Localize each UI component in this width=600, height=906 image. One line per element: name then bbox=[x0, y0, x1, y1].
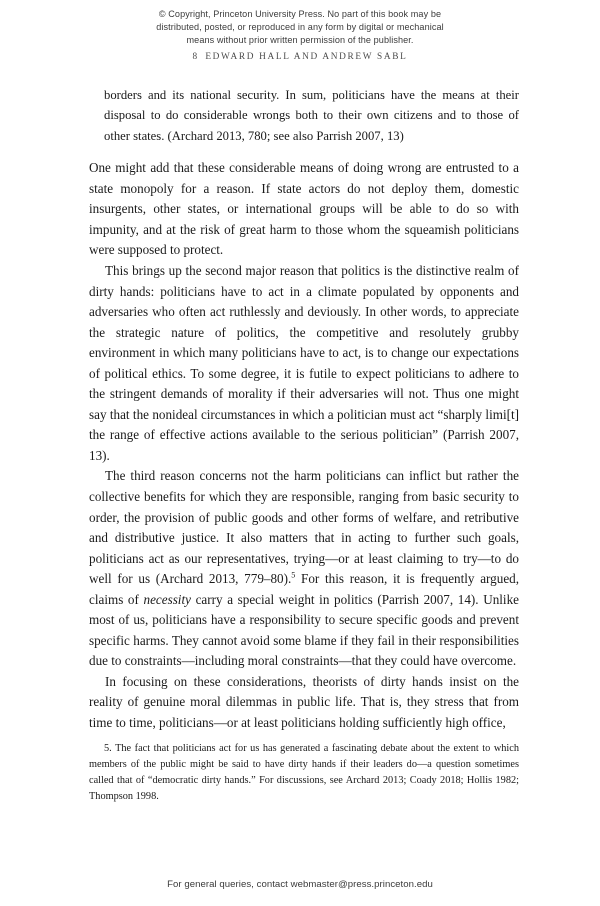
paragraph-one: One might add that these considerable means of doing wrong are entrusted to a state monopoly for a reason. If state actors do not deploy them, domestic insurgents, other states, or international groups will be able to do so with impunity, and at the risk of great harm to those whom the squeamish politicians were supposed to protect. bbox=[89, 160, 519, 258]
copyright-line-1: © Copyright, Princeton University Press. No part of this book may be bbox=[158, 9, 442, 19]
footnote-reference-marker[interactable]: 5 bbox=[291, 570, 296, 580]
footnote-number: 5. bbox=[104, 743, 112, 754]
paragraph-four: In focusing on these considerations, theorists of dirty hands insist on the reality of genuine moral dilemmas in public life. That is, they stress that from time to time, politicians—or at least politicians holding sufficiently high office, bbox=[89, 673, 519, 730]
page-footer: For general queries, contact webmaster@press.princeton.edu bbox=[167, 879, 433, 890]
footnote-five bbox=[89, 741, 519, 805]
italic-term-necessity: necessity bbox=[143, 591, 191, 607]
paragraph-three-text-c: carry a special weight in politics (Parrish 2007, 14). Unlike most of us, politicians have a responsibility to secure specific goods and prevent specific harms. They cannot avoid some blame if they fail in their responsibilities due to constraints—including moral constraints—that they could have overcome. bbox=[89, 591, 519, 669]
paragraph-three-text-a: The third reason concerns not the harm politicians can inflict but rather the collective benefits for which they are responsible, ranging from basic security to order, the provision of public goods and other forms of welfare, and retributive and distributive justice. It also matters that in acting to further such goals, politicians act as our representatives, trying—or at least claiming to try—to do well for us (Archard 2013, 779–80). bbox=[89, 468, 519, 587]
copyright-line-2: distributed, posted, or reproduced in any form by digital or mechanical bbox=[156, 22, 444, 33]
footnote-text: The fact that politicians act for us has generated a fascinating debate about the extent to which members of the public might be said to have dirty hands if their leaders do—a question sometimes called that of “democratic dirty hands.” For discussions, see Archard 2013; Coady 2018; Hollis 1982; Thompson 1998. bbox=[89, 743, 519, 802]
copyright-notice bbox=[0, 8, 600, 48]
block-quotation-text: borders and its national security. In sum, politicians have the means at their disposal to do considerable wrongs both to their own citizens and to those of other states. (Archard 2013, 780; see also Parrish 2007, 13) bbox=[104, 88, 519, 143]
page-folio-number: 8 bbox=[192, 52, 198, 62]
paragraph-two: This brings up the second major reason that politics is the distinctive realm of dirty hands: politicians have to act in a climate populated by opponents and adversaries who often act ruthlessly and deviously. In other words, to appreciate the strategic nature of politics, the competitive and resolutely grubby environment in which many politicians have to act, is to change our expectations of political ethics. To some degree, it is futile to expect politicians to adhere to the stringent demands of morality if their adversaries will not. Thus one might say that the nonideal circumstances in which a politician must act “sharply limi[t] the range of effective actions available to the serious politician” (Parrish 2007, 13). bbox=[89, 262, 519, 463]
copyright-line-3: means without prior written permission of the publisher. bbox=[186, 35, 414, 46]
running-head bbox=[0, 52, 600, 62]
block-quotation bbox=[104, 85, 519, 146]
running-head-title: EDWARD HALL AND ANDREW SABL bbox=[205, 52, 408, 62]
extract-spacer bbox=[89, 146, 519, 158]
body-text-column bbox=[89, 85, 519, 734]
paragraph-three bbox=[89, 466, 519, 671]
footnote-area bbox=[89, 741, 519, 805]
paragraph-three-text-b: For this reason, it is frequently argued, claims of bbox=[89, 571, 520, 607]
